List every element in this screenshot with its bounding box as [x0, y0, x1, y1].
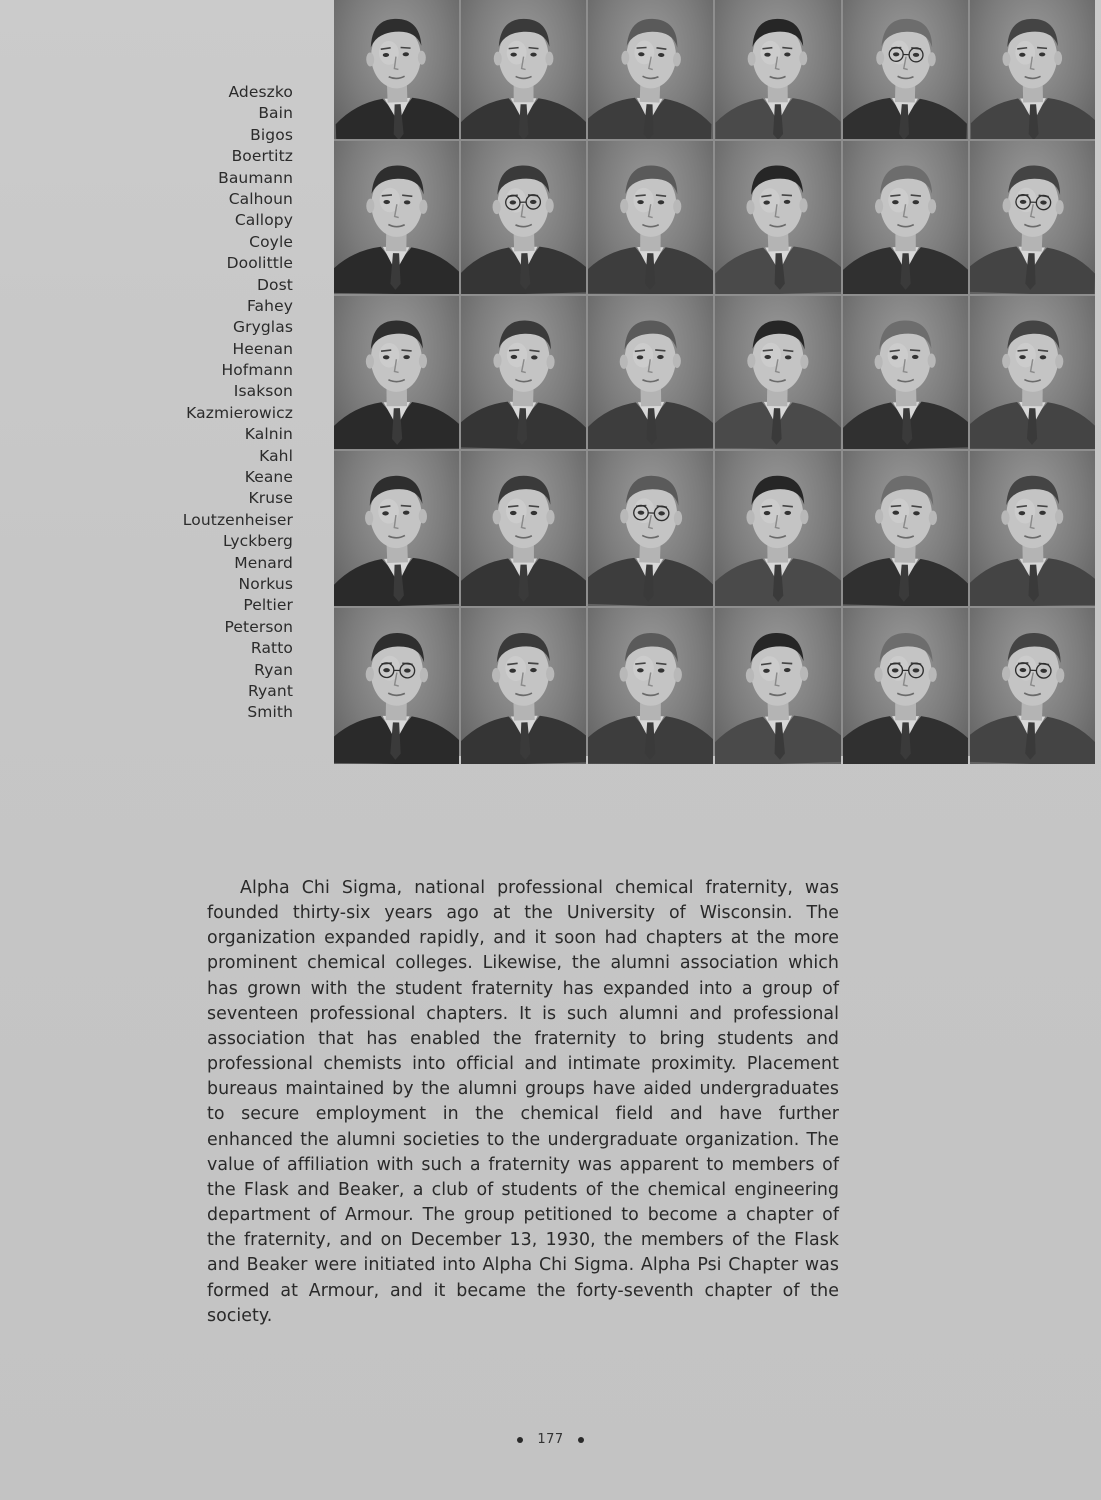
member-name: Kruse: [248, 489, 293, 508]
member-name: Boertitz: [231, 147, 293, 166]
member-portrait-photo: [970, 141, 1095, 294]
member-portrait-photo: [588, 451, 713, 606]
member-portrait-photo: [334, 451, 459, 606]
member-name: Ratto: [250, 639, 293, 658]
member-portrait-photo: [588, 141, 713, 294]
member-name: Bigos: [250, 125, 293, 144]
member-name: Gryglas: [233, 318, 293, 337]
member-name: Menard: [234, 553, 293, 572]
member-name: Ryant: [248, 681, 293, 700]
member-name: Calhoun: [228, 189, 293, 208]
member-name: Keane: [244, 468, 293, 487]
member-name: Dost: [257, 275, 293, 294]
member-name: Isakson: [233, 382, 293, 401]
member-portrait-photo: [588, 0, 713, 139]
member-portrait-photo: [970, 296, 1095, 449]
member-portrait-photo: [843, 0, 968, 139]
member-portrait-photo: [461, 296, 586, 449]
member-portrait-photo: [715, 141, 840, 294]
member-name: Kalnin: [244, 425, 293, 444]
member-portrait-photo: [715, 451, 840, 606]
bullet-dot-icon: [578, 1437, 584, 1443]
member-name: Kahl: [259, 446, 293, 465]
member-portrait-photo: [843, 296, 968, 449]
fraternity-history-paragraph: Alpha Chi Sigma, national professional chemical fraternity, was founded thirty-six years ago at the University of Wisconsin. The organization expanded rapidly, and it soon had chapters at the more prominent chemical colleges. Likewise, the alumni association which has grown with the student fraternity has expanded into a group of seventeen professional chapters. It is such alumni and professional association that has enabled the fraternity to bring students and professional chemists into official and intimate proximity. Placement bureaus maintained by the alumni groups have aided undergraduates to secure employment in the chemical field and have further enhanced the alumni societies to the undergraduate organization. The value of affiliation with such a fraternity was apparent to members of the Flask and Beaker, a club of students of the chemical engineering department of Armour. The group petitioned to become a chapter of the fraternity, and on December 13, 1930, the members of the Flask and Beaker were initiated into Alpha Chi Sigma. Alpha Psi Chapter was formed at Armour, and it became the forty-seventh chapter of the society.: [207, 878, 839, 1326]
member-portrait-photo: [715, 296, 840, 449]
member-name: Lyckberg: [223, 532, 293, 551]
member-name: Callopy: [234, 211, 293, 230]
page-footer: [0, 1432, 1101, 1447]
member-portrait-photo: [334, 296, 459, 449]
member-portrait-photo: [588, 296, 713, 449]
member-name: Peltier: [243, 596, 293, 615]
bullet-dot-icon: [517, 1437, 523, 1443]
member-name: Bain: [258, 104, 293, 123]
member-portrait-photo: [461, 141, 586, 294]
member-portrait-photo: [334, 141, 459, 294]
member-name: Doolittle: [226, 254, 293, 273]
member-name: Peterson: [224, 617, 293, 636]
member-name: Heenan: [232, 339, 293, 358]
page-number: 177: [537, 1432, 564, 1447]
member-name: Baumann: [218, 168, 293, 187]
member-portrait-photo: [461, 451, 586, 606]
member-name: Coyle: [249, 232, 293, 251]
member-portrait-photo: [715, 0, 840, 139]
member-portrait-photo: [715, 608, 840, 764]
member-portrait-photo: [843, 141, 968, 294]
member-name-list: [150, 82, 293, 724]
member-portrait-photo: [970, 451, 1095, 606]
portrait-grid: [334, 0, 1095, 756]
member-portrait-photo: [334, 608, 459, 764]
member-portrait-photo: [970, 0, 1095, 139]
member-name: Norkus: [238, 574, 293, 593]
member-name: Smith: [247, 703, 293, 722]
member-name: Hofmann: [221, 361, 293, 380]
member-portrait-photo: [461, 608, 586, 764]
member-name: Ryan: [254, 660, 293, 679]
member-portrait-photo: [588, 608, 713, 764]
member-name: Adeszko: [228, 83, 293, 101]
member-portrait-photo: [461, 0, 586, 139]
member-name: Fahey: [246, 296, 293, 315]
member-portrait-photo: [843, 608, 968, 764]
member-portrait-photo: [334, 0, 459, 139]
member-portrait-photo: [970, 608, 1095, 764]
member-name: Kazmierowicz: [186, 403, 293, 422]
member-name: Loutzenheiser: [182, 510, 293, 529]
member-portrait-photo: [843, 451, 968, 606]
